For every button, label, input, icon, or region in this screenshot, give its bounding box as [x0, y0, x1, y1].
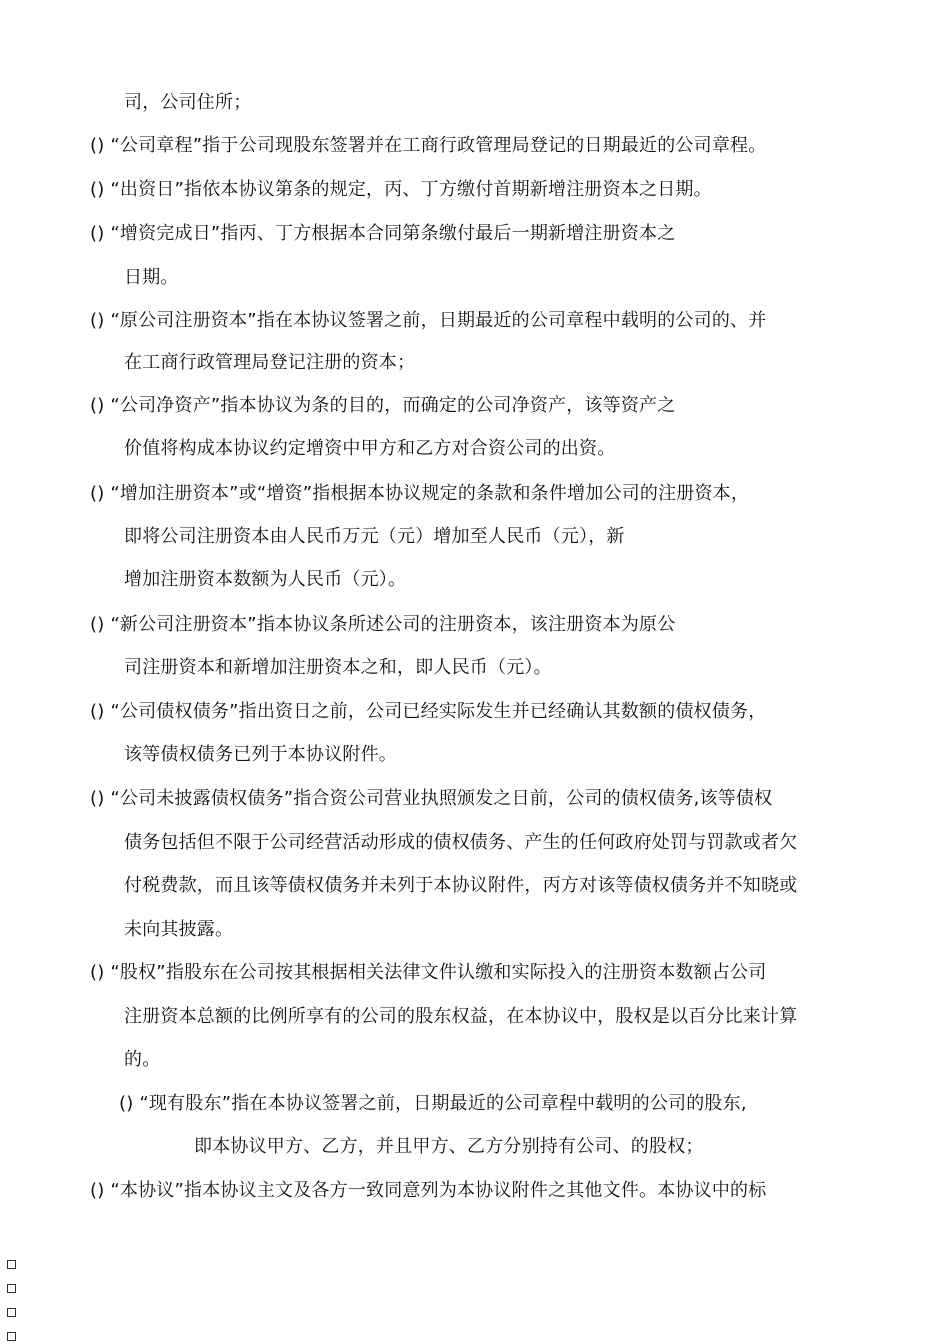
text-line: 价值将构成本协议约定增资中甲方和乙方对合资公司的出资。	[124, 438, 616, 459]
text-line: 司注册资本和新增加注册资本之和，即人民币（元）。	[124, 657, 552, 678]
text-line: () “本协议”指本协议主文及各方一致同意列为本协议附件之其他文件。本协议中的标	[90, 1180, 767, 1201]
text-line: 在工商行政管理局登记注册的资本；	[124, 352, 416, 373]
text-line: 日期。	[124, 267, 179, 288]
text-line: () “现有股东”指在本协议签署之前，日期最近的公司章程中载明的公司的股东,	[119, 1093, 747, 1114]
text-line: () “原公司注册资本”指在本协议签署之前，日期最近的公司章程中载明的公司的、并	[90, 310, 767, 331]
text-line: 注册资本总额的比例所享有的公司的股东权益，在本协议中，股权是以百分比来计算	[124, 1006, 798, 1027]
text-line: () “增加注册资本”或“增资”指根据本协议规定的条款和条件增加公司的注册资本，	[90, 483, 750, 504]
text-line: () “公司债权债务”指出资日之前，公司已经实际发生并已经确认其数额的债权债务，	[90, 701, 767, 722]
checkbox-square-icon	[7, 1308, 16, 1317]
checkbox-square-icon	[7, 1260, 16, 1269]
text-line: () “股权”指股东在公司按其根据相关法律文件认缴和实际投入的注册资本数额占公司	[90, 962, 767, 983]
text-line: 增加注册资本数额为人民币（元）。	[124, 569, 407, 590]
text-line: () “出资日”指依本协议第条的规定，丙、丁方缴付首期新增注册资本之日期。	[90, 179, 712, 200]
text-line: 即本协议甲方、乙方，并且甲方、乙方分别持有公司、的股权；	[194, 1136, 704, 1157]
text-line: 付税费款，而且该等债权债务并未列于本协议附件，丙方对该等债权债务并不知晓或	[124, 875, 798, 896]
text-line: 即将公司注册资本由人民币万元（元）增加至人民币（元），新	[124, 526, 625, 547]
text-line: 债务包括但不限于公司经营活动形成的债权债务、产生的任何政府处罚与罚款或者欠	[124, 832, 798, 853]
text-line: () “新公司注册资本”指本协议条所述公司的注册资本，该注册资本为原公	[90, 614, 676, 635]
text-line: () “公司净资产”指本协议为条的目的，而确定的公司净资产，该等资产之	[90, 395, 676, 416]
text-line: () “公司章程”指于公司现股东签署并在工商行政管理局登记的日期最近的公司章程。	[90, 135, 767, 156]
text-line: 司，公司住所；	[124, 92, 252, 113]
checkbox-square-icon	[7, 1284, 16, 1293]
text-line: 该等债权债务已列于本协议附件。	[124, 744, 397, 765]
checkbox-square-icon	[7, 1332, 16, 1341]
text-line: 未向其披露。	[124, 919, 234, 940]
text-line: 的。	[124, 1049, 161, 1070]
text-line: () “增资完成日”指丙、丁方根据本合同第条缴付最后一期新增注册资本之	[90, 223, 676, 244]
text-line: () “公司未披露债权债务”指合资公司营业执照颁发之日前，公司的债权债务,该等债权	[90, 788, 773, 809]
